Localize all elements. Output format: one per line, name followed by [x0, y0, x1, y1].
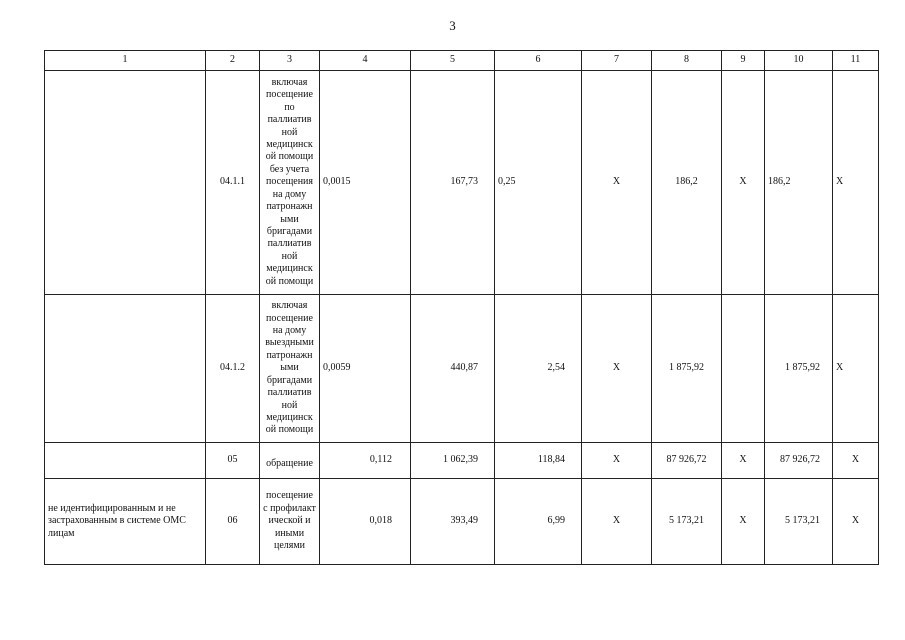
header-row [45, 51, 879, 71]
cell-code: 04.1.1 [206, 71, 260, 295]
cell-col-9: Х [722, 479, 765, 565]
cell-col-5: 1 062,39 [411, 443, 495, 479]
table-row [45, 443, 879, 479]
cell-col-7: Х [582, 71, 652, 295]
cell-recipient [45, 71, 206, 295]
header-cell-1: 1 [45, 51, 206, 71]
table-row [45, 295, 879, 443]
cell-col-5: 393,49 [411, 479, 495, 565]
cell-col-9: Х [722, 443, 765, 479]
cell-col-8: 1 875,92 [652, 295, 722, 443]
cell-col-4: 0,0059 [320, 295, 411, 443]
cell-col-10: 5 173,21 [765, 479, 833, 565]
cell-col-8: 186,2 [652, 71, 722, 295]
cell-col-7: Х [582, 443, 652, 479]
cell-col-8: 87 926,72 [652, 443, 722, 479]
cell-care-unit: посещение с профилакт ической и иными целями [260, 479, 320, 565]
cell-code: 05 [206, 443, 260, 479]
cell-col-11: Х [833, 479, 879, 565]
cell-col-4: 0,0015 [320, 71, 411, 295]
header-cell-6: 6 [495, 51, 582, 71]
cell-col-5: 440,87 [411, 295, 495, 443]
cell-col-6: 6,99 [495, 479, 582, 565]
cell-col-9 [722, 295, 765, 443]
header-cell-5: 5 [411, 51, 495, 71]
header-cell-4: 4 [320, 51, 411, 71]
header-cell-11: 11 [833, 51, 879, 71]
header-cell-2: 2 [206, 51, 260, 71]
table-row [45, 479, 879, 565]
data-table [44, 50, 879, 565]
header-cell-10: 10 [765, 51, 833, 71]
cell-care-unit: включая посещение на дому выездными патронажн ыми бригадами паллиатив ной медицинск ой помощи [260, 295, 320, 443]
cell-col-5: 167,73 [411, 71, 495, 295]
cell-col-4: 0,018 [320, 479, 411, 565]
cell-recipient [45, 295, 206, 443]
cell-col-10: 1 875,92 [765, 295, 833, 443]
cell-col-7: Х [582, 295, 652, 443]
header-cell-8: 8 [652, 51, 722, 71]
cell-col-11: Х [833, 443, 879, 479]
table-row [45, 71, 879, 295]
cell-recipient: не идентифицированным и не застрахованным в системе ОМС лицам [45, 479, 206, 565]
cell-col-7: Х [582, 479, 652, 565]
cell-col-6: 0,25 [495, 71, 582, 295]
cell-col-11: Х [833, 295, 879, 443]
cell-col-6: 118,84 [495, 443, 582, 479]
cell-code: 06 [206, 479, 260, 565]
cell-col-10: 87 926,72 [765, 443, 833, 479]
header-cell-7: 7 [582, 51, 652, 71]
cell-col-6: 2,54 [495, 295, 582, 443]
cell-code: 04.1.2 [206, 295, 260, 443]
header-cell-3: 3 [260, 51, 320, 71]
cell-col-9: Х [722, 71, 765, 295]
cell-col-10: 186,2 [765, 71, 833, 295]
page-number: 3 [449, 18, 456, 33]
cell-col-8: 5 173,21 [652, 479, 722, 565]
header-cell-9: 9 [722, 51, 765, 71]
cell-care-unit: включая посещение по паллиатив ной медицинск ой помощи без учета посещения на дому патронажн ыми бригадами паллиатив ной медицинск ой помощи [260, 71, 320, 295]
cell-recipient [45, 443, 206, 479]
cell-care-unit: обращение [260, 443, 320, 479]
cell-col-4: 0,112 [320, 443, 411, 479]
cell-col-11: Х [833, 71, 879, 295]
